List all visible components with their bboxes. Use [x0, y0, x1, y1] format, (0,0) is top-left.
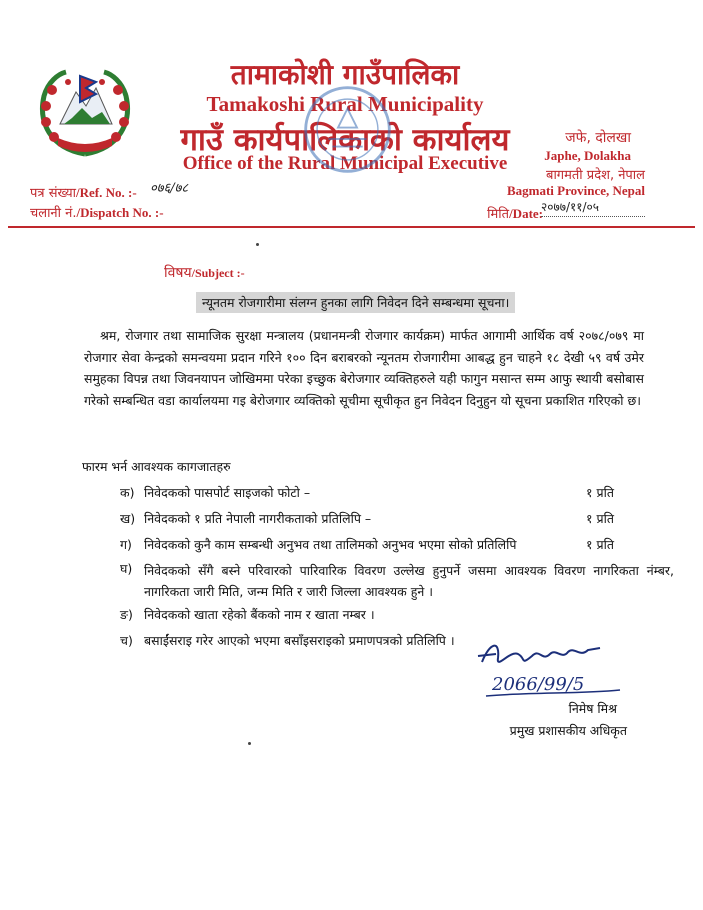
municipality-name-en: Tamakoshi Rural Municipality: [206, 92, 484, 116]
province-line-np: बागमती प्रदेश, नेपाल: [546, 168, 645, 183]
document-text: निवेदकको कुनै काम सम्बन्धी अनुभव तथा तालिमको अनुभव भएमा सोको प्रतिलिपि: [144, 537, 517, 552]
office-name-np: गाउँ कार्यपालिकाको कार्यालय: [180, 122, 510, 158]
date-label: [487, 204, 543, 222]
ref-no-label: [30, 183, 137, 201]
date-label-en: /Date:: [509, 206, 543, 221]
ref-no-value: ०७६/७८: [150, 181, 189, 196]
subject-label-np: विषय: [164, 265, 192, 281]
address-line-en: Japhe, Dolakha: [544, 148, 631, 163]
subject-label-en: /Subject :-: [191, 266, 245, 280]
signer-name: निमेष मिश्र: [568, 701, 617, 716]
dispatch-no-label: [30, 203, 164, 221]
document-count: १ प्रति: [586, 537, 614, 552]
document-key: ङ): [120, 607, 133, 622]
document-count: १ प्रति: [586, 485, 614, 500]
official-stamp-icon: [300, 82, 395, 177]
ref-label-np: पत्र संख्या: [30, 186, 76, 201]
notice-paragraph: श्रम, रोजगार तथा सामाजिक सुरक्षा मन्त्रालय (प्रधानमन्त्री रोजगार कार्यक्रम) मार्फत आगामी आर्थिक वर्ष २०७८/०७९ मा रोजगार सेवा केन्द्रको समन्वयमा प्रदान गरिने १०० दिन बराबरको न्यूनतम रोजगारीमा आबद्ध हुन चाहने १८ देखी ५९ वर्ष उमेर समुहका विपन्न तथा जिवनयापन जोखिममा परेका इच्छुक बेरोजगार व्यक्तिहरुले यही फागुन मसान्त सम्म आफु स्थायी बसोबास गरेको सम्बन्धित वडा कार्यालयमा गइ बेरोजगार व्यक्तिको सूचीमा सूचीकृत हुन निवेदन दिनुहुन यो सूचना प्रकाशित गरिएको छ।: [84, 328, 644, 408]
document-key: ख): [120, 511, 136, 526]
scan-speck: [248, 742, 251, 745]
document-key: ग): [120, 537, 132, 552]
document-text: निवेदकको १ प्रति नेपाली नागरीकताको प्रतिलिपि –: [144, 511, 372, 526]
document-text: निवेदकको पासपोर्ट साइजको फोटो –: [144, 485, 311, 500]
date-value: २०७७/११/०५: [541, 198, 645, 217]
subject-label: [164, 263, 245, 282]
signer-title: प्रमुख प्रशासकीय अधिकृत: [509, 723, 627, 738]
document-text: निवेदकको खाता रहेको बैंकको नाम र खाता नम्बर ।: [144, 607, 375, 622]
nepal-emblem-icon: [30, 62, 140, 162]
required-documents-heading: फारम भर्न आवश्यक कागजातहरु: [82, 459, 231, 474]
scan-speck: [256, 243, 259, 246]
handwritten-signature: [470, 632, 630, 702]
document-text: बसाईंसराइ गरेर आएको भएमा बसाँइसराइको प्रमाणपत्रको प्रतिलिपि ।: [144, 633, 455, 648]
address-line-np: जफे, दोलखा: [565, 130, 631, 146]
document-key: च): [120, 633, 133, 648]
header-divider: [8, 226, 695, 228]
date-label-np: मिति: [487, 207, 510, 222]
office-name-en: Office of the Rural Municipal Executive: [182, 153, 508, 174]
signature-date: 2066/99/5: [492, 674, 585, 695]
document-key: घ): [120, 561, 133, 576]
document-count: १ प्रति: [586, 511, 614, 526]
document-key: क): [120, 485, 135, 500]
ref-label-en: /Ref. No. :-: [76, 185, 137, 200]
dispatch-label-en: /Dispatch No. :-: [76, 205, 164, 220]
dispatch-label-np: चलानी नं.: [30, 206, 77, 221]
province-line-en: Bagmati Province, Nepal: [506, 183, 645, 198]
subject-text: न्यूनतम रोजगारीमा संलग्न हुनका लागि निवेदन दिने सम्बन्धमा सूचना।: [196, 292, 515, 313]
document-text: निवेदकको सँगै बस्ने परिवारको पारिवारिक विवरण उल्लेख हुनुपर्ने जसमा आवश्यक विवरण नागरिकता नंम्बर, नागरिकता जारी मिति, जन्म मिति र जारी जिल्ला आवश्यक हुने ।: [144, 563, 674, 599]
municipality-name-np: तामाकोशी गाउँपालिका: [230, 58, 460, 91]
